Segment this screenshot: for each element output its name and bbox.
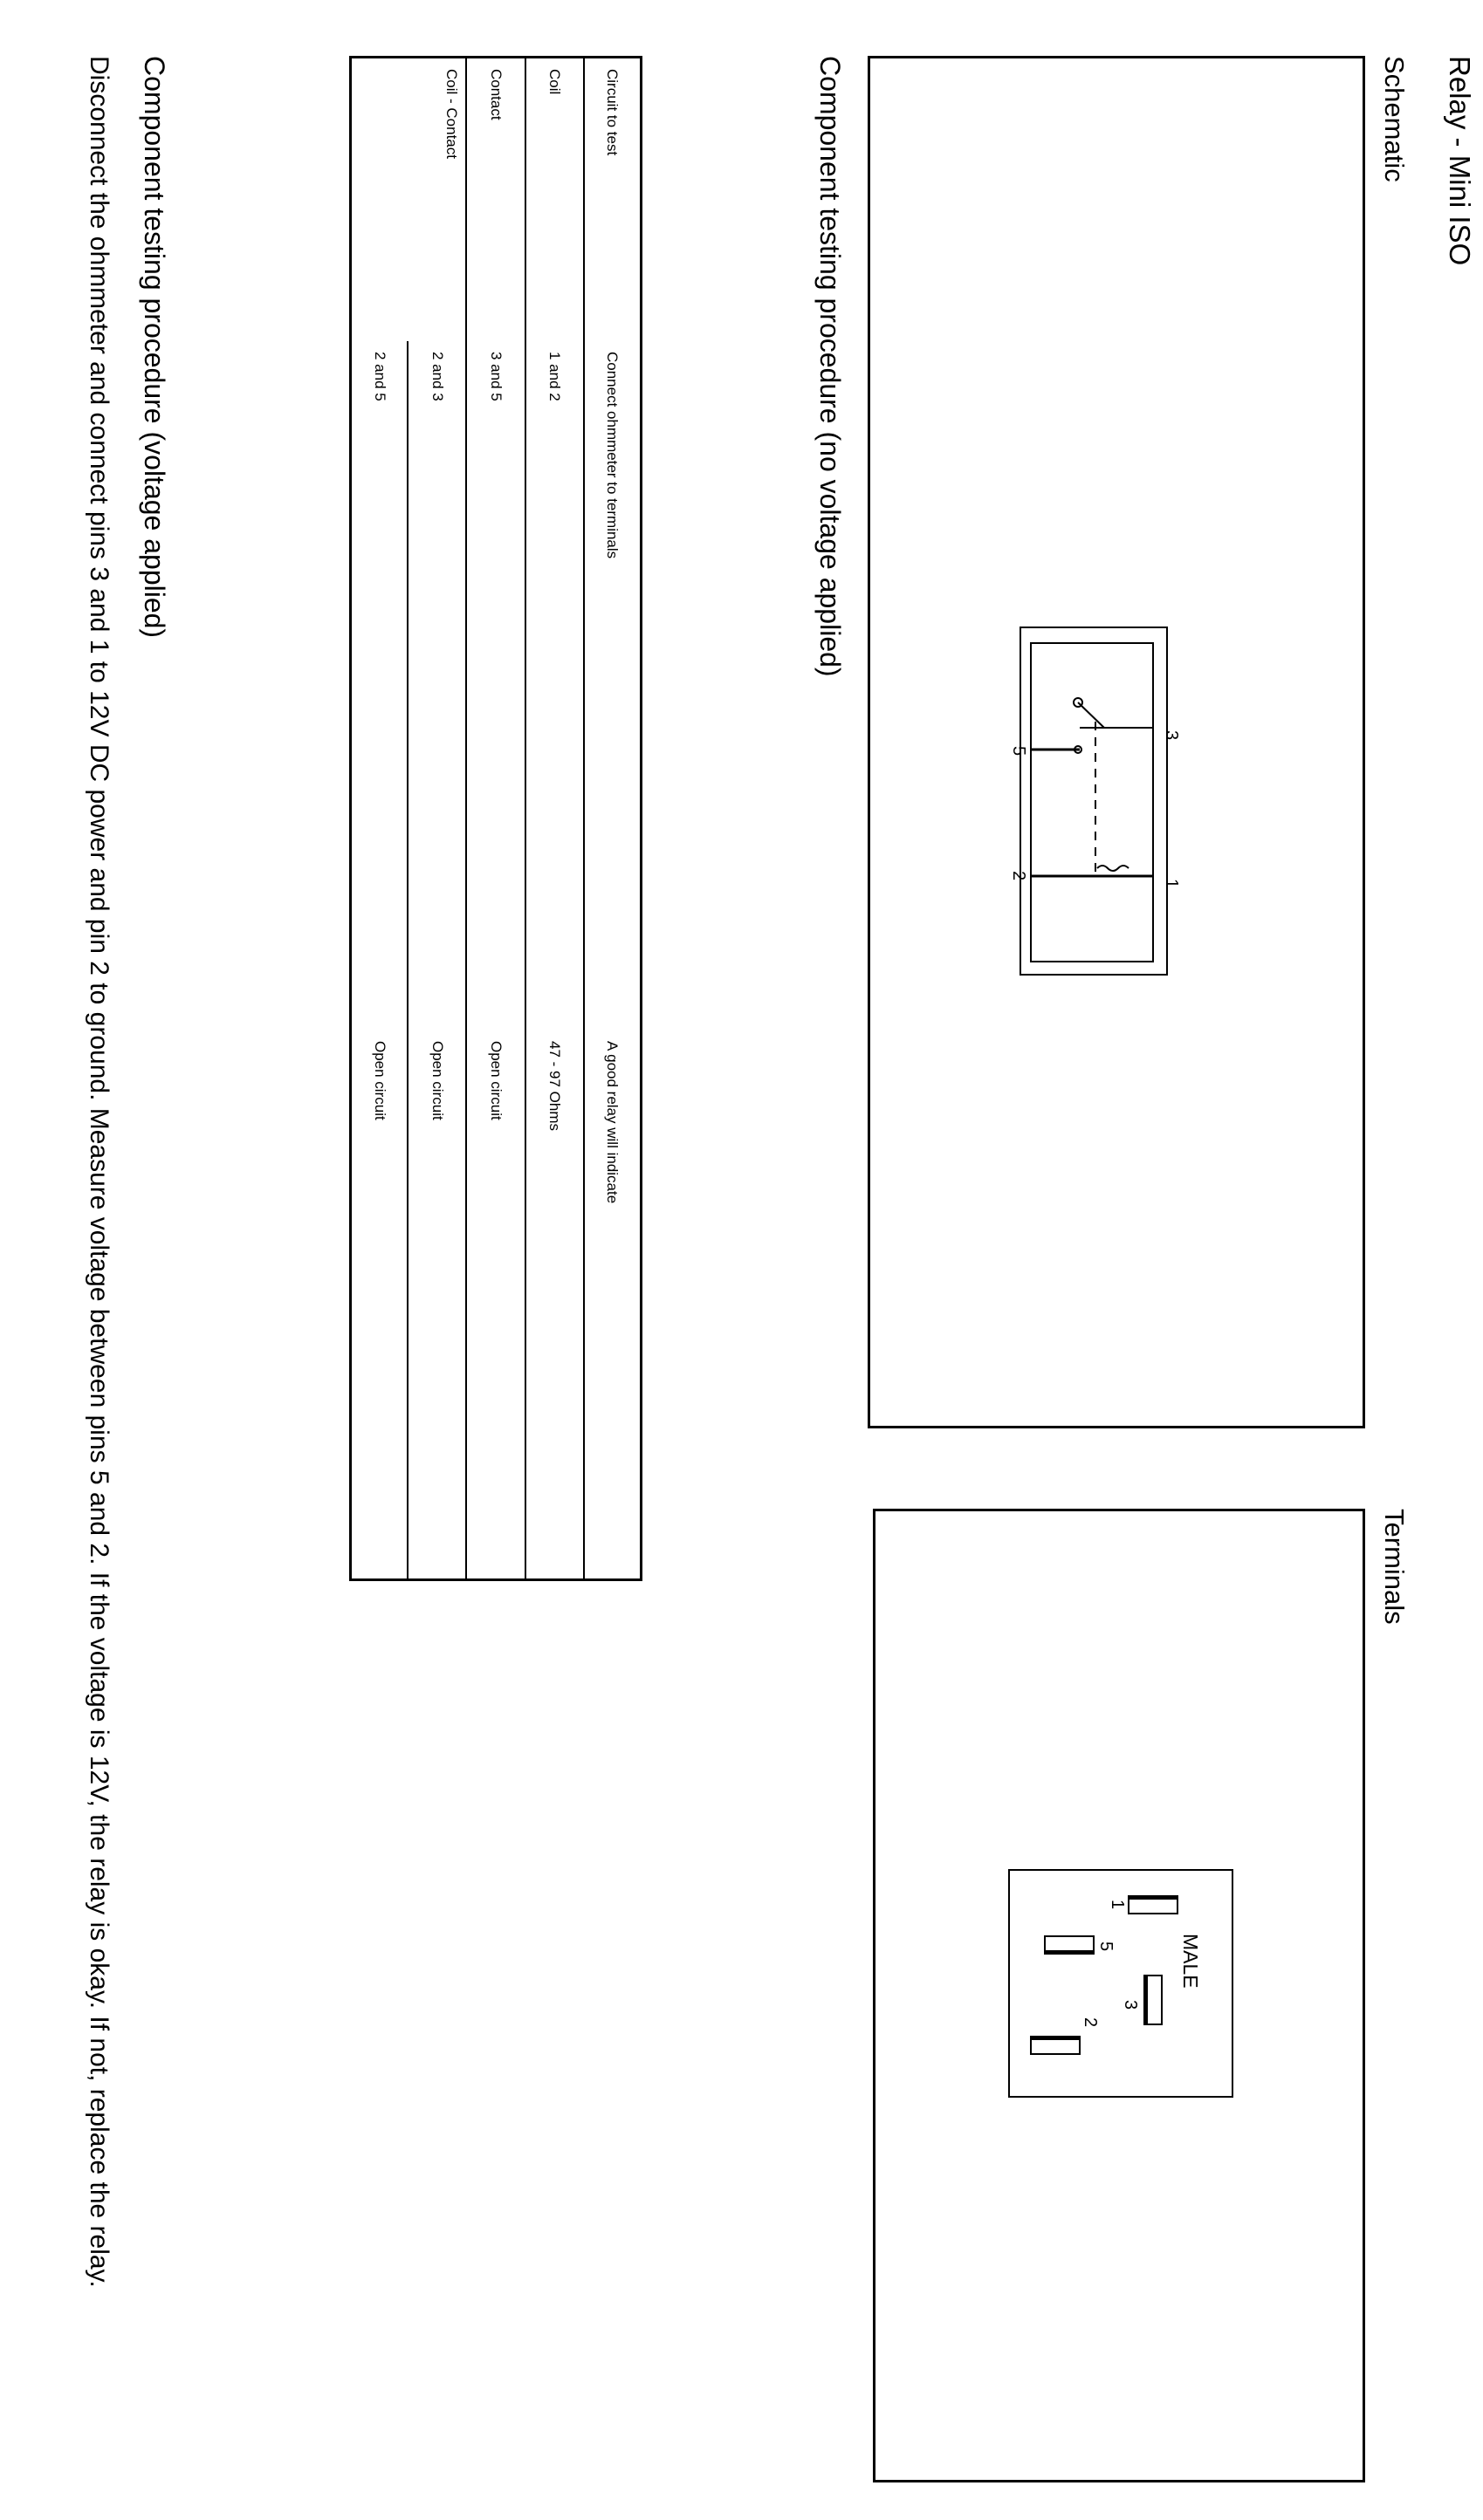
table-row: [408, 58, 466, 1578]
terminal-label-2: 2: [1081, 2017, 1100, 2028]
row-circuit: Contact: [466, 58, 525, 341]
row-terminals: 2 and 5: [352, 341, 408, 1031]
schematic-pin-3: 3: [1162, 730, 1181, 741]
row-circuit: Coil - Contact: [352, 58, 466, 341]
col-header-circuit: Circuit to test: [604, 69, 621, 156]
col-header-terminals: Connect ohmmeter to terminals: [604, 352, 621, 559]
table-row: [525, 58, 584, 1578]
schematic-label: Schematic: [1379, 56, 1410, 182]
row-result: Open circuit: [466, 1031, 525, 1578]
row-terminals: 1 and 2: [525, 341, 584, 1031]
row-circuit: Coil: [525, 58, 584, 341]
col-header-result: A good relay will indicate: [604, 1041, 621, 1204]
relay-inner-frame: [1031, 643, 1153, 962]
switch-arm: [1078, 702, 1104, 728]
terminals-panel: [873, 1509, 1365, 2482]
row-terminals: 2 and 3: [408, 341, 466, 1031]
voltage-test-heading: Component testing procedure (voltage applied): [139, 56, 170, 639]
schematic-pin-1: 1: [1162, 879, 1181, 889]
table-header-row: [584, 58, 640, 1578]
relay-terminals-diagram: [870, 1511, 1363, 2485]
row-result: 47 - 97 Ohms: [525, 1031, 584, 1578]
row-terminals: 3 and 5: [466, 341, 525, 1031]
table-row: [466, 58, 525, 1578]
schematic-panel: [868, 56, 1365, 1428]
no-voltage-heading: Component testing procedure (no voltage applied): [814, 56, 846, 677]
row-result: Open circuit: [352, 1031, 408, 1578]
connector-gender-label: MALE: [1179, 1934, 1202, 1989]
coil-winding: [1097, 866, 1129, 871]
relay-outer-frame: [1020, 627, 1167, 975]
no-voltage-test-table: [349, 56, 642, 1581]
terminal-label-1: 1: [1108, 1900, 1127, 1910]
row-result: Open circuit: [408, 1031, 466, 1578]
schematic-pin-5: 5: [1009, 746, 1028, 757]
terminals-label: Terminals: [1379, 1509, 1410, 1625]
page-title: Relay - Mini ISO: [1444, 56, 1476, 266]
voltage-test-instructions: Disconnect the ohmmeter and connect pins 3 and 1 to 12V DC power and pin 2 to ground. Measure voltage between pins 5 and 2. If the voltage is 12V, the relay is okay. If not, replace the relay.: [85, 56, 113, 2288]
terminal-label-3: 3: [1121, 2000, 1140, 2010]
terminal-label-5: 5: [1096, 1941, 1116, 1952]
relay-schematic-diagram: [865, 58, 1363, 1431]
schematic-pin-2: 2: [1009, 871, 1028, 881]
